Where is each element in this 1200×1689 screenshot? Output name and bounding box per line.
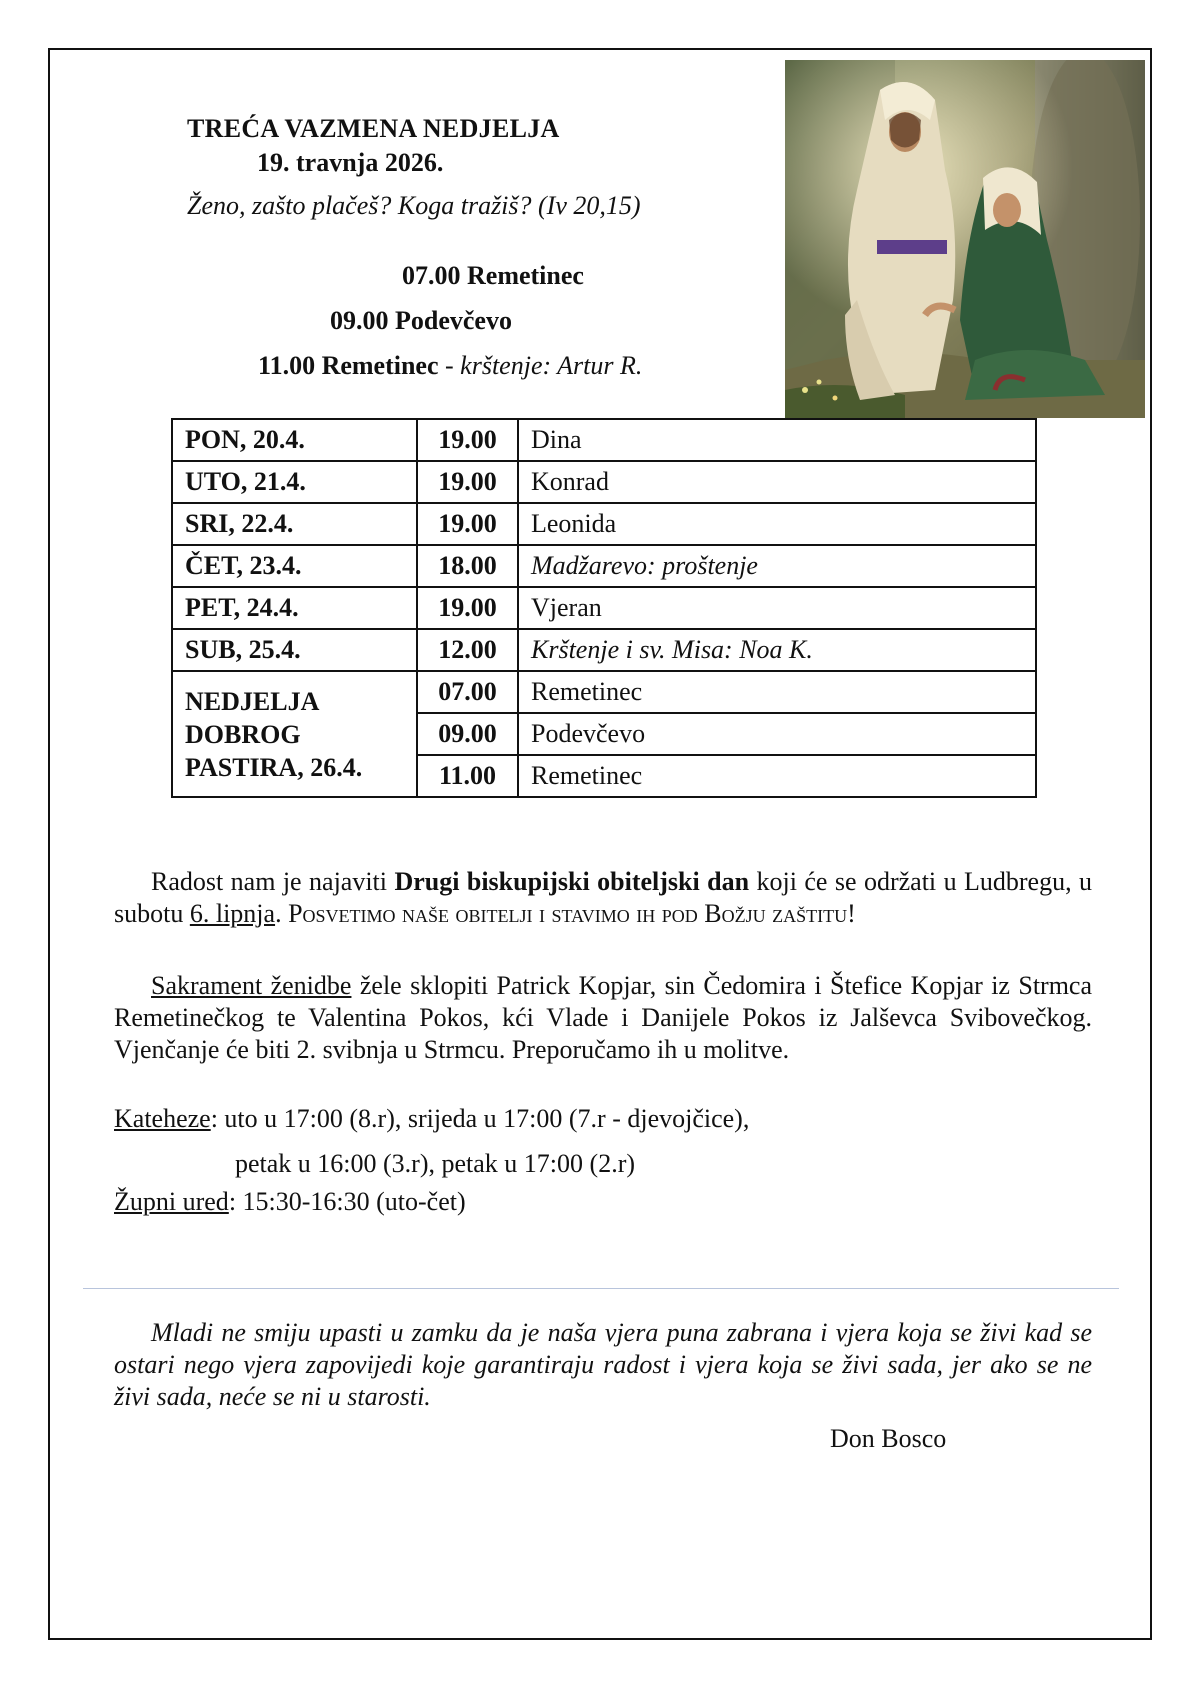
mass-time-place: 09.00 Podevčevo xyxy=(330,306,512,335)
mass-note: - krštenje: Artur R. xyxy=(438,351,643,380)
catechesis-times: : uto u 17:00 (8.r), srijeda u 17:00 (7.r - djevojčice), xyxy=(210,1104,750,1133)
sacrament-label: Sakrament ženidbe xyxy=(151,971,352,1000)
sunday-mass-1 xyxy=(402,261,584,291)
office-label: Župni ured xyxy=(114,1187,229,1216)
catechesis-label: Kateheze xyxy=(114,1104,211,1133)
time-cell: 19.00 xyxy=(417,461,518,503)
intention-cell: Leonida xyxy=(518,503,1036,545)
time-cell: 09.00 xyxy=(417,713,518,755)
page-title: TREĆA VAZMENA NEDJELJA xyxy=(187,114,560,143)
intention-cell: Krštenje i sv. Misa: Noa K. xyxy=(518,629,1036,671)
table-row xyxy=(172,629,1036,671)
time-cell: 07.00 xyxy=(417,671,518,713)
catechesis-line-2: petak u 16:00 (3.r), petak u 17:00 (2.r) xyxy=(235,1149,636,1178)
catechesis-line-1 xyxy=(114,1104,749,1134)
event-name: Drugi biskupijski obiteljski dan xyxy=(394,867,750,896)
text-segment: žele sklopiti Patrick Kopjar, sin Čedomira i Štefice Kopjar iz Strmca Remetinečkog te Valentina Pokos, kći Vlade i Danijele Pokos iz Jalševca Svibovečkog. Vjenčanje će biti 2. svibnja u Strmcu. Preporučamo ih u molitve. xyxy=(114,971,1093,1064)
time-cell: 11.00 xyxy=(417,755,518,797)
text-segment: Radost nam je najaviti xyxy=(151,867,395,896)
day-cell: PON, 20.4. xyxy=(172,419,417,461)
sunday-day-cell xyxy=(172,671,417,797)
sunday-mass-3 xyxy=(258,351,642,381)
text-segment: koji će se održati u Ludbregu, u subotu xyxy=(114,867,1093,928)
table-row xyxy=(172,503,1036,545)
dedication-text: Posvetimo naše obitelji i stavimo ih pod Božju zaštitu! xyxy=(288,899,856,928)
citation-text: Mladi ne smiju upasti u zamku da je naša vjera puna zabrana i vjera koja se živi kad se ostari nego vjera zapovijedi koje garantiraju radost i vjera koja se živi sada, jer ako se ne živi sada, neće se ni u starosti. xyxy=(114,1318,1092,1411)
day-cell: ČET, 23.4. xyxy=(172,545,417,587)
table-row xyxy=(172,461,1036,503)
intention-cell: Podevčevo xyxy=(518,713,1036,755)
office-hours: : 15:30-16:30 (uto-čet) xyxy=(228,1187,466,1216)
intention-cell: Madžarevo: proštenje xyxy=(518,545,1036,587)
text-segment: . xyxy=(275,899,289,928)
table-row xyxy=(172,587,1036,629)
sunday-day-line: NEDJELJA xyxy=(185,686,320,716)
intention-cell: Vjeran xyxy=(518,587,1036,629)
weekly-schedule-table xyxy=(171,418,1037,798)
page-date: 19. travnja 2026. xyxy=(257,148,444,177)
day-cell: PET, 24.4. xyxy=(172,587,417,629)
intention-cell: Konrad xyxy=(518,461,1036,503)
marriage-announcement xyxy=(114,970,1092,1066)
intention-cell: Remetinec xyxy=(518,755,1036,797)
sunday-day-line: DOBROG xyxy=(185,719,301,749)
painting-jesus-mary-magdalene xyxy=(785,60,1145,418)
time-cell: 12.00 xyxy=(417,629,518,671)
citation-author: Don Bosco xyxy=(830,1424,947,1453)
sunday-day-line: PASTIRA, 26.4. xyxy=(185,752,363,782)
event-date: 6. lipnja xyxy=(189,899,276,928)
time-cell: 19.00 xyxy=(417,587,518,629)
intention-cell: Dina xyxy=(518,419,1036,461)
table-row xyxy=(172,671,1036,713)
table-row xyxy=(172,419,1036,461)
office-hours-line xyxy=(114,1187,466,1217)
time-cell: 18.00 xyxy=(417,545,518,587)
sunday-mass-2 xyxy=(330,306,512,336)
time-cell: 19.00 xyxy=(417,503,518,545)
mass-time-place: 11.00 Remetinec xyxy=(258,351,439,380)
gospel-quote: Ženo, zašto plačeš? Koga tražiš? (Iv 20,15) xyxy=(187,191,641,220)
table-row xyxy=(172,545,1036,587)
day-cell: SUB, 25.4. xyxy=(172,629,417,671)
time-cell: 19.00 xyxy=(417,419,518,461)
day-cell: SRI, 22.4. xyxy=(172,503,417,545)
intention-cell: Remetinec xyxy=(518,671,1036,713)
family-day-announcement xyxy=(114,866,1092,930)
day-cell: UTO, 21.4. xyxy=(172,461,417,503)
divider xyxy=(83,1288,1119,1289)
mass-time-place: 07.00 Remetinec xyxy=(402,261,584,290)
